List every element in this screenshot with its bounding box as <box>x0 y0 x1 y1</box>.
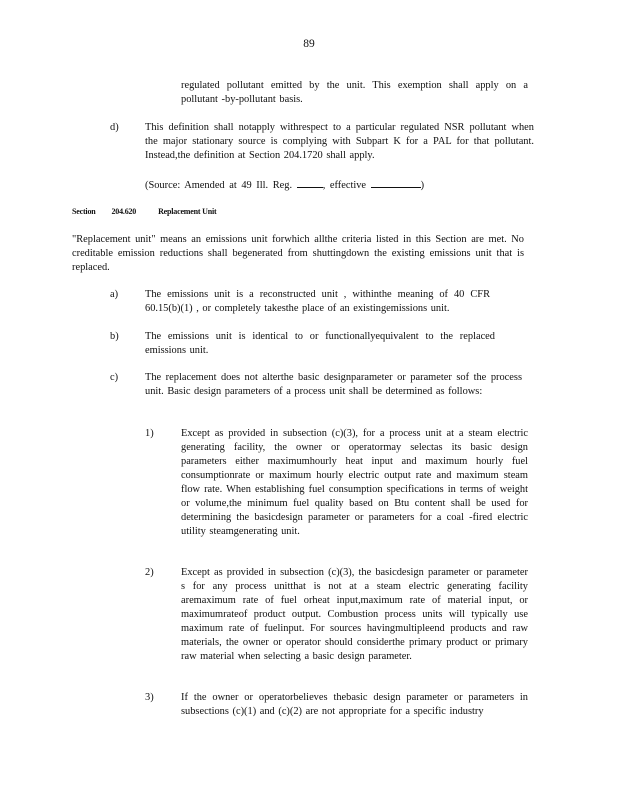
section-word: Section <box>72 207 96 216</box>
source-prefix: (Source: Amended at 49 Ill. Reg. <box>145 180 293 191</box>
section-heading <box>72 207 216 216</box>
item-c-text: The replacement does not alterthe basic designparameter or parameter sof the process unit. Basic design parameters of a process unit shall be determined as follows: <box>145 372 522 397</box>
item-c-label: c) <box>110 372 119 383</box>
source-middle: , effective <box>322 180 367 191</box>
section-number: 204.620 <box>111 207 137 216</box>
item-a-label: a) <box>110 289 119 300</box>
subitem-2-text: Except as provided in subsection (c)(3), the basicdesign parameter or parameter s for any process unitthat is not at a steam electric generating facility aremaximum rate of fuel orheat input,maximum rate of material input, or maximumrateof product output. Combustion process units will typically use maximum rate of fuelinput. For sources havingmultipleend products and raw materials, the owner or operator should considerthe primary product or primary raw material when selecting a basic design parameter. <box>181 567 528 662</box>
item-d-label: d) <box>110 122 119 133</box>
item-a-text: The emissions unit is a reconstructed unit , withinthe meaning of 40 CFR 60.15(b)(1) , or completely takesthe place of an existingemissions unit. <box>145 289 490 314</box>
subitem-1-label: 1) <box>145 428 154 439</box>
intro-paragraph: "Replacement unit" means an emissions unit forwhich allthe criteria listed in this Section are met. No creditable emission reductions shall begenerated from shuttingdown the existing emissions unit that is replaced. <box>72 234 524 273</box>
source-blank-register <box>297 177 323 188</box>
continuation-paragraph: regulated pollutant emitted by the unit. This exemption shall apply on a pollutant -by-pollutant basis. <box>181 80 528 105</box>
section-title: Replacement Unit <box>158 207 217 216</box>
subitem-3-text: If the owner or operatorbelieves thebasic design parameter or parameters in subsections (c)(1) and (c)(2) are not appropriate for a specific industry <box>181 692 528 717</box>
subitem-2-label: 2) <box>145 567 154 578</box>
item-b-text: The emissions unit is identical to or functionallyequivalent to the replaced emissions unit. <box>145 331 495 356</box>
subitem-3-label: 3) <box>145 692 154 703</box>
item-d-text: This definition shall notapply withrespect to a particular regulated NSR pollutant when the major stationary source is complying with Subpart K for a PAL for that pollutant. Instead,the definition at Section 204.1720 shall apply. <box>145 122 534 161</box>
item-b-label: b) <box>110 331 119 342</box>
source-suffix: ) <box>420 180 425 191</box>
source-blank-effective-date <box>371 177 421 188</box>
source-note <box>145 177 424 193</box>
page-number: 89 <box>303 38 315 50</box>
subitem-1-text: Except as provided in subsection (c)(3), for a process unit at a steam electric generating facility, the owner or operatormay selectas its basic design parameters either maximumhourly heat input and maximum hourly fuel consumptionrate or maximum hourly electric output rate and maximum steam flow rate. When establishing fuel consumption specifications in terms of weight or volume,the minimum fuel quality based on Btu content shall be used for determining the basicdesign parameter or parameters for a coal -fired electric utility steamgenerating unit. <box>181 428 528 537</box>
